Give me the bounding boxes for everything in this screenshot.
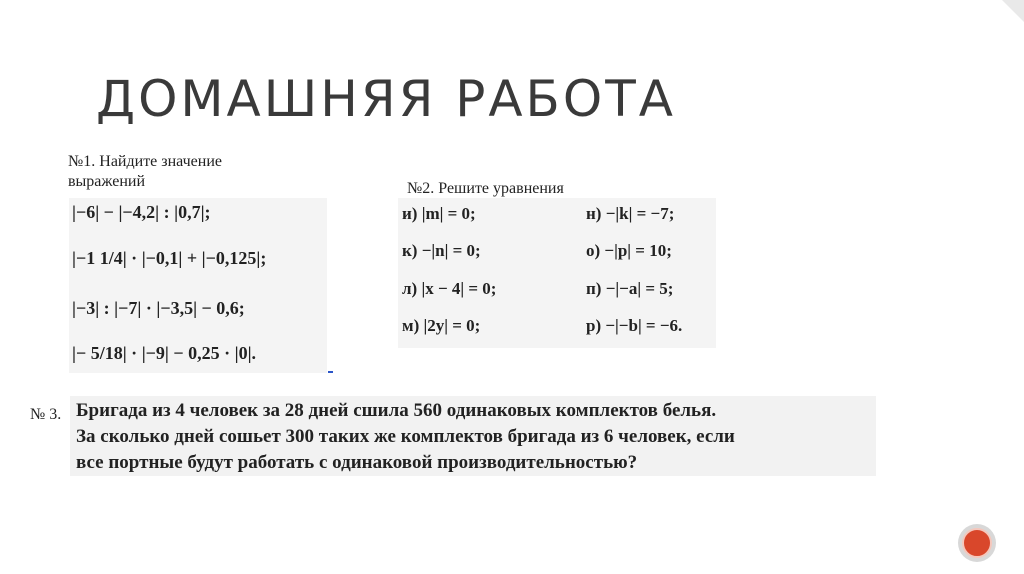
blue-tick-mark — [328, 371, 333, 373]
expression-1: |−6| − |−4,2| : |0,7|; — [72, 202, 211, 222]
equation-p: п) −|−a| = 5; — [586, 279, 674, 298]
task2-equations — [398, 198, 716, 348]
expression-4: |− 5/18| · |−9| − 0,25 · |0|. — [72, 343, 257, 363]
expression-3: |−3| : |−7| · |−3,5| − 0,6; — [72, 298, 245, 318]
task3-line-1: Бригада из 4 человек за 28 дней сшила 560 одинаковых комплектов белья. — [76, 400, 717, 421]
task2-label: №2. Решите уравнения — [407, 180, 564, 197]
task1-expressions — [69, 198, 327, 373]
task1-label: №1. Найдите значение выражений — [68, 153, 222, 190]
expression-2: |−1 1/4| · |−0,1| + |−0,125|; — [72, 248, 267, 268]
equation-o: о) −|p| = 10; — [586, 241, 672, 260]
task3-line-3: все портные будут работать с одинаковой производительностью? — [76, 452, 638, 473]
next-slide-button[interactable] — [958, 524, 996, 562]
equation-r: р) −|−b| = −6. — [586, 316, 683, 335]
equation-k: к) −|n| = 0; — [402, 241, 481, 260]
task3-line-2: За сколько дней сошьет 300 таких же комплектов бригада из 6 человек, если — [76, 426, 735, 447]
slide-corner-decoration — [1002, 0, 1024, 22]
equation-l: л) |x − 4| = 0; — [402, 279, 497, 298]
equation-i: и) |m| = 0; — [402, 204, 476, 223]
equation-m: м) |2y| = 0; — [402, 316, 481, 335]
slide-title: ДОМАШНЯЯ РАБОТА — [96, 70, 676, 128]
task3-label: № 3. — [30, 406, 62, 423]
equation-n: н) −|k| = −7; — [586, 204, 675, 223]
next-slide-circle-icon — [962, 528, 992, 558]
task3-problem — [70, 396, 876, 476]
